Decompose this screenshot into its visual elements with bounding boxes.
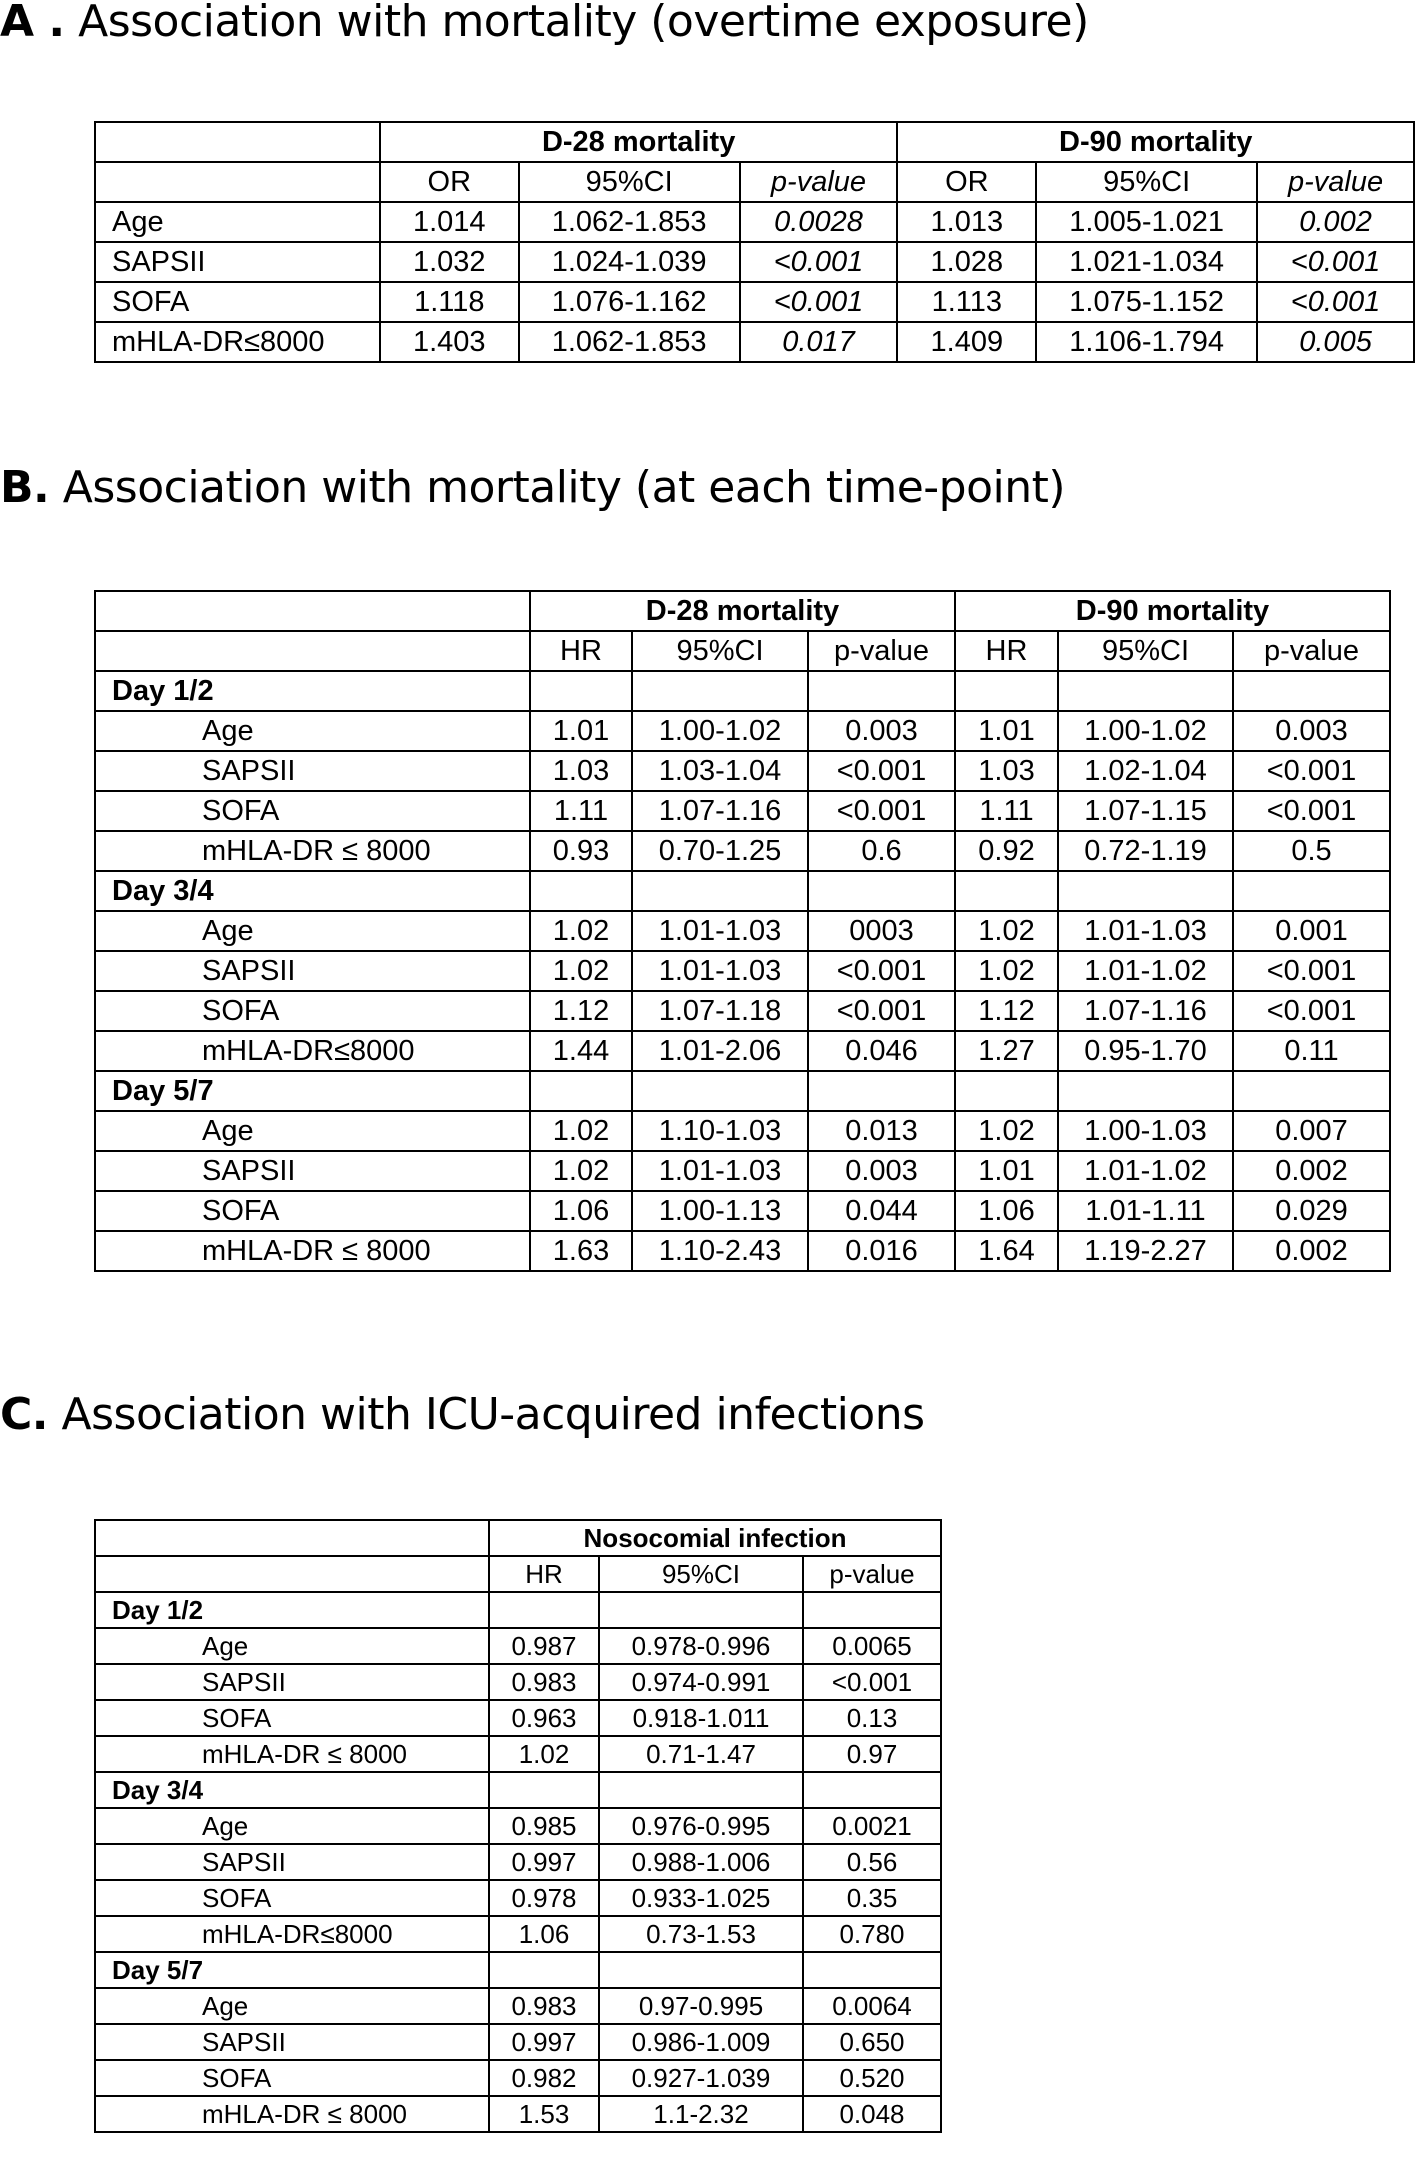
value-cell: 1.00-1.02	[1058, 711, 1233, 751]
column-header: p-value	[1233, 631, 1390, 671]
table-row	[95, 1736, 941, 1772]
value-cell: 1.00-1.13	[632, 1191, 808, 1231]
empty-cell	[530, 871, 632, 911]
table-row	[95, 951, 1390, 991]
value-cell: 0.982	[489, 2060, 599, 2096]
column-header: p-value	[1257, 162, 1414, 202]
row-label: mHLA-DR≤8000	[95, 1916, 489, 1952]
section-c-letter: C.	[0, 1389, 49, 1440]
value-cell: 0.016	[808, 1231, 955, 1271]
group-row	[95, 1592, 941, 1628]
empty-cell	[955, 1071, 1058, 1111]
empty-cell	[1058, 671, 1233, 711]
value-cell: 0003	[808, 911, 955, 951]
group-header: D-90 mortality	[955, 591, 1390, 631]
header-row-columns	[95, 162, 1414, 202]
empty-header-cell	[95, 162, 380, 202]
group-row	[95, 1772, 941, 1808]
value-cell: 0.72-1.19	[1058, 831, 1233, 871]
column-header: 95%CI	[1058, 631, 1233, 671]
section-c-title	[0, 1389, 925, 1440]
value-cell: 0.003	[1233, 711, 1390, 751]
value-cell: 0.983	[489, 1664, 599, 1700]
column-header: HR	[489, 1556, 599, 1592]
value-cell: 0.5	[1233, 831, 1390, 871]
row-label: mHLA-DR ≤ 8000	[95, 1231, 530, 1271]
value-cell: 1.53	[489, 2096, 599, 2132]
value-cell: 1.02	[530, 911, 632, 951]
value-cell: 0.963	[489, 1700, 599, 1736]
table-row	[95, 2096, 941, 2132]
empty-cell	[1058, 1071, 1233, 1111]
value-cell: 1.06	[489, 1916, 599, 1952]
header-row-columns	[95, 1556, 941, 1592]
row-label: SAPSII	[95, 2024, 489, 2060]
value-cell: 1.07-1.16	[632, 791, 808, 831]
value-cell: 1.01-1.03	[1058, 911, 1233, 951]
table-row	[95, 202, 1414, 242]
value-cell: 0.003	[808, 1151, 955, 1191]
table-row	[95, 1844, 941, 1880]
empty-cell	[599, 1772, 803, 1808]
value-cell: 0.0021	[803, 1808, 941, 1844]
value-cell: 1.19-2.27	[1058, 1231, 1233, 1271]
table-row	[95, 242, 1414, 282]
value-cell: <0.001	[808, 751, 955, 791]
day-group-label: Day 5/7	[95, 1071, 530, 1111]
day-group-label: Day 1/2	[95, 671, 530, 711]
value-cell: 0.520	[803, 2060, 941, 2096]
empty-header-cell	[95, 1520, 489, 1556]
value-cell: 0.987	[489, 1628, 599, 1664]
section-c-title-text: Association with ICU-acquired infections	[61, 1389, 925, 1440]
table-row	[95, 1151, 1390, 1191]
value-cell: 0.988-1.006	[599, 1844, 803, 1880]
section-a-letter: A .	[0, 0, 65, 47]
empty-cell	[1233, 671, 1390, 711]
value-cell: 1.024-1.039	[519, 242, 740, 282]
value-cell: 0.013	[808, 1111, 955, 1151]
row-label: SAPSII	[95, 751, 530, 791]
row-label: Age	[95, 1628, 489, 1664]
value-cell: 1.01-1.02	[1058, 1151, 1233, 1191]
empty-header-cell	[95, 591, 530, 631]
value-cell: 0.35	[803, 1880, 941, 1916]
value-cell: 1.403	[380, 322, 519, 362]
value-cell: 0.005	[1257, 322, 1414, 362]
table-row	[95, 991, 1390, 1031]
value-cell: 1.02	[530, 951, 632, 991]
group-header: Nosocomial infection	[489, 1520, 941, 1556]
day-group-label: Day 5/7	[95, 1952, 489, 1988]
row-label: SOFA	[95, 1880, 489, 1916]
table-row	[95, 1111, 1390, 1151]
group-header: D-28 mortality	[530, 591, 955, 631]
value-cell: 0.780	[803, 1916, 941, 1952]
value-cell: 1.021-1.034	[1036, 242, 1257, 282]
header-row-groups	[95, 122, 1414, 162]
value-cell: 1.028	[897, 242, 1036, 282]
table-row	[95, 711, 1390, 751]
value-cell: 1.02-1.04	[1058, 751, 1233, 791]
value-cell: 0.044	[808, 1191, 955, 1231]
table-overtime-mortality	[94, 121, 1415, 363]
value-cell: 1.01	[530, 711, 632, 751]
day-group-label: Day 3/4	[95, 871, 530, 911]
group-row	[95, 671, 1390, 711]
empty-cell	[803, 1952, 941, 1988]
value-cell: 0.97	[803, 1736, 941, 1772]
empty-cell	[489, 1772, 599, 1808]
value-cell: 1.07-1.18	[632, 991, 808, 1031]
value-cell: 1.01	[955, 711, 1058, 751]
section-b-title	[0, 462, 1065, 513]
value-cell: 0.001	[1233, 911, 1390, 951]
column-header: 95%CI	[599, 1556, 803, 1592]
empty-cell	[1233, 1071, 1390, 1111]
row-label: SAPSII	[95, 1844, 489, 1880]
value-cell: 0.927-1.039	[599, 2060, 803, 2096]
value-cell: 0.933-1.025	[599, 1880, 803, 1916]
value-cell: 1.03-1.04	[632, 751, 808, 791]
value-cell: 1.02	[489, 1736, 599, 1772]
table-row	[95, 1880, 941, 1916]
empty-cell	[599, 1952, 803, 1988]
row-label: SAPSII	[95, 242, 380, 282]
row-label: mHLA-DR≤8000	[95, 1031, 530, 1071]
value-cell: 0.007	[1233, 1111, 1390, 1151]
value-cell: <0.001	[1257, 282, 1414, 322]
value-cell: 1.06	[530, 1191, 632, 1231]
empty-cell	[632, 1071, 808, 1111]
row-label: mHLA-DR ≤ 8000	[95, 831, 530, 871]
value-cell: 1.01-1.02	[1058, 951, 1233, 991]
value-cell: 0.70-1.25	[632, 831, 808, 871]
row-label: SOFA	[95, 791, 530, 831]
column-header: 95%CI	[519, 162, 740, 202]
row-label: Age	[95, 202, 380, 242]
empty-cell	[803, 1772, 941, 1808]
value-cell: 1.1-2.32	[599, 2096, 803, 2132]
value-cell: 0.002	[1233, 1151, 1390, 1191]
value-cell: 0.978	[489, 1880, 599, 1916]
table-row	[95, 1916, 941, 1952]
table-row	[95, 791, 1390, 831]
column-header: OR	[897, 162, 1036, 202]
table-row	[95, 1988, 941, 2024]
value-cell: 0.048	[803, 2096, 941, 2132]
value-cell: 0.0028	[740, 202, 898, 242]
value-cell: 1.062-1.853	[519, 322, 740, 362]
row-label: SAPSII	[95, 951, 530, 991]
header-row-groups	[95, 591, 1390, 631]
value-cell: 1.02	[955, 951, 1058, 991]
day-group-label: Day 3/4	[95, 1772, 489, 1808]
value-cell: 1.005-1.021	[1036, 202, 1257, 242]
table-row	[95, 2024, 941, 2060]
value-cell: <0.001	[1233, 991, 1390, 1031]
value-cell: 0.985	[489, 1808, 599, 1844]
column-header: p-value	[803, 1556, 941, 1592]
row-label: Age	[95, 1808, 489, 1844]
value-cell: 0.029	[1233, 1191, 1390, 1231]
value-cell: 1.01-1.03	[632, 951, 808, 991]
group-row	[95, 1952, 941, 1988]
value-cell: 1.032	[380, 242, 519, 282]
group-row	[95, 1071, 1390, 1111]
value-cell: <0.001	[740, 242, 898, 282]
empty-cell	[808, 1071, 955, 1111]
value-cell: 0.046	[808, 1031, 955, 1071]
value-cell: 1.062-1.853	[519, 202, 740, 242]
empty-cell	[489, 1952, 599, 1988]
value-cell: 1.014	[380, 202, 519, 242]
row-label: SOFA	[95, 1700, 489, 1736]
empty-cell	[599, 1592, 803, 1628]
empty-cell	[632, 871, 808, 911]
value-cell: 0.13	[803, 1700, 941, 1736]
value-cell: 1.63	[530, 1231, 632, 1271]
row-label: SOFA	[95, 1191, 530, 1231]
table-row	[95, 2060, 941, 2096]
row-label: mHLA-DR≤8000	[95, 322, 380, 362]
value-cell: 1.01	[955, 1151, 1058, 1191]
empty-cell	[803, 1592, 941, 1628]
value-cell: 1.10-2.43	[632, 1231, 808, 1271]
value-cell: 1.11	[955, 791, 1058, 831]
value-cell: 1.01-2.06	[632, 1031, 808, 1071]
table-row	[95, 1808, 941, 1844]
value-cell: 0.976-0.995	[599, 1808, 803, 1844]
value-cell: 1.02	[955, 911, 1058, 951]
empty-header-cell	[95, 1556, 489, 1592]
value-cell: <0.001	[803, 1664, 941, 1700]
value-cell: 0.002	[1257, 202, 1414, 242]
empty-header-cell	[95, 122, 380, 162]
row-label: mHLA-DR ≤ 8000	[95, 1736, 489, 1772]
group-row	[95, 871, 1390, 911]
value-cell: 0.6	[808, 831, 955, 871]
value-cell: 1.10-1.03	[632, 1111, 808, 1151]
empty-cell	[955, 671, 1058, 711]
row-label: SOFA	[95, 2060, 489, 2096]
value-cell: 1.075-1.152	[1036, 282, 1257, 322]
value-cell: 1.013	[897, 202, 1036, 242]
value-cell: <0.001	[1257, 242, 1414, 282]
empty-cell	[1058, 871, 1233, 911]
value-cell: <0.001	[808, 791, 955, 831]
value-cell: 1.03	[955, 751, 1058, 791]
section-b-title-text: Association with mortality (at each time-point)	[62, 462, 1066, 513]
row-label: Age	[95, 1988, 489, 2024]
value-cell: <0.001	[1233, 791, 1390, 831]
value-cell: <0.001	[740, 282, 898, 322]
table-icu-infections	[94, 1519, 942, 2133]
day-group-label: Day 1/2	[95, 1592, 489, 1628]
empty-cell	[808, 671, 955, 711]
table-row	[95, 1628, 941, 1664]
value-cell: 1.02	[530, 1151, 632, 1191]
value-cell: 1.44	[530, 1031, 632, 1071]
value-cell: 1.02	[955, 1111, 1058, 1151]
value-cell: 0.650	[803, 2024, 941, 2060]
value-cell: 0.986-1.009	[599, 2024, 803, 2060]
header-row-columns	[95, 631, 1390, 671]
table-row	[95, 911, 1390, 951]
table-row	[95, 751, 1390, 791]
value-cell: 0.95-1.70	[1058, 1031, 1233, 1071]
empty-cell	[632, 671, 808, 711]
value-cell: 0.017	[740, 322, 898, 362]
column-header: HR	[955, 631, 1058, 671]
group-header: D-90 mortality	[897, 122, 1414, 162]
value-cell: 0.997	[489, 2024, 599, 2060]
value-cell: 1.12	[955, 991, 1058, 1031]
section-a-title	[0, 0, 1089, 47]
value-cell: 0.974-0.991	[599, 1664, 803, 1700]
table-row	[95, 282, 1414, 322]
value-cell: 1.06	[955, 1191, 1058, 1231]
header-row-groups	[95, 1520, 941, 1556]
value-cell: 1.00-1.02	[632, 711, 808, 751]
empty-cell	[489, 1592, 599, 1628]
table-row	[95, 1664, 941, 1700]
table-row	[95, 1700, 941, 1736]
table-row	[95, 831, 1390, 871]
column-header: p-value	[740, 162, 898, 202]
value-cell: 1.01-1.11	[1058, 1191, 1233, 1231]
value-cell: 1.076-1.162	[519, 282, 740, 322]
value-cell: <0.001	[808, 991, 955, 1031]
row-label: SOFA	[95, 991, 530, 1031]
table-row	[95, 1191, 1390, 1231]
row-label: SOFA	[95, 282, 380, 322]
value-cell: 1.01-1.03	[632, 911, 808, 951]
value-cell: 1.27	[955, 1031, 1058, 1071]
row-label: Age	[95, 711, 530, 751]
value-cell: 0.983	[489, 1988, 599, 2024]
table-row	[95, 322, 1414, 362]
value-cell: <0.001	[808, 951, 955, 991]
empty-cell	[530, 671, 632, 711]
value-cell: 0.003	[808, 711, 955, 751]
value-cell: 1.113	[897, 282, 1036, 322]
empty-cell	[808, 871, 955, 911]
value-cell: 1.106-1.794	[1036, 322, 1257, 362]
empty-cell	[955, 871, 1058, 911]
column-header: HR	[530, 631, 632, 671]
value-cell: 1.01-1.03	[632, 1151, 808, 1191]
value-cell: 1.118	[380, 282, 519, 322]
section-a-title-text: Association with mortality (overtime exposure)	[78, 0, 1089, 47]
value-cell: 0.002	[1233, 1231, 1390, 1271]
empty-cell	[530, 1071, 632, 1111]
value-cell: 0.93	[530, 831, 632, 871]
row-label: SAPSII	[95, 1664, 489, 1700]
value-cell: 0.978-0.996	[599, 1628, 803, 1664]
value-cell: 1.409	[897, 322, 1036, 362]
value-cell: 0.997	[489, 1844, 599, 1880]
value-cell: 1.03	[530, 751, 632, 791]
value-cell: 0.73-1.53	[599, 1916, 803, 1952]
column-header: OR	[380, 162, 519, 202]
column-header: 95%CI	[632, 631, 808, 671]
value-cell: 0.56	[803, 1844, 941, 1880]
section-b-letter: B.	[0, 462, 50, 513]
value-cell: 1.12	[530, 991, 632, 1031]
row-label: Age	[95, 1111, 530, 1151]
value-cell: 1.00-1.03	[1058, 1111, 1233, 1151]
value-cell: 1.64	[955, 1231, 1058, 1271]
value-cell: <0.001	[1233, 951, 1390, 991]
value-cell: 1.07-1.16	[1058, 991, 1233, 1031]
value-cell: 0.92	[955, 831, 1058, 871]
value-cell: 1.02	[530, 1111, 632, 1151]
empty-header-cell	[95, 631, 530, 671]
value-cell: 0.97-0.995	[599, 1988, 803, 2024]
value-cell: 0.918-1.011	[599, 1700, 803, 1736]
value-cell: 0.71-1.47	[599, 1736, 803, 1772]
value-cell: 0.11	[1233, 1031, 1390, 1071]
table-row	[95, 1031, 1390, 1071]
column-header: p-value	[808, 631, 955, 671]
row-label: Age	[95, 911, 530, 951]
row-label: mHLA-DR ≤ 8000	[95, 2096, 489, 2132]
empty-cell	[1233, 871, 1390, 911]
row-label: SAPSII	[95, 1151, 530, 1191]
value-cell: 0.0064	[803, 1988, 941, 2024]
value-cell: <0.001	[1233, 751, 1390, 791]
value-cell: 1.07-1.15	[1058, 791, 1233, 831]
column-header: 95%CI	[1036, 162, 1257, 202]
table-row	[95, 1231, 1390, 1271]
value-cell: 0.0065	[803, 1628, 941, 1664]
value-cell: 1.11	[530, 791, 632, 831]
table-timepoint-mortality	[94, 590, 1391, 1272]
group-header: D-28 mortality	[380, 122, 898, 162]
